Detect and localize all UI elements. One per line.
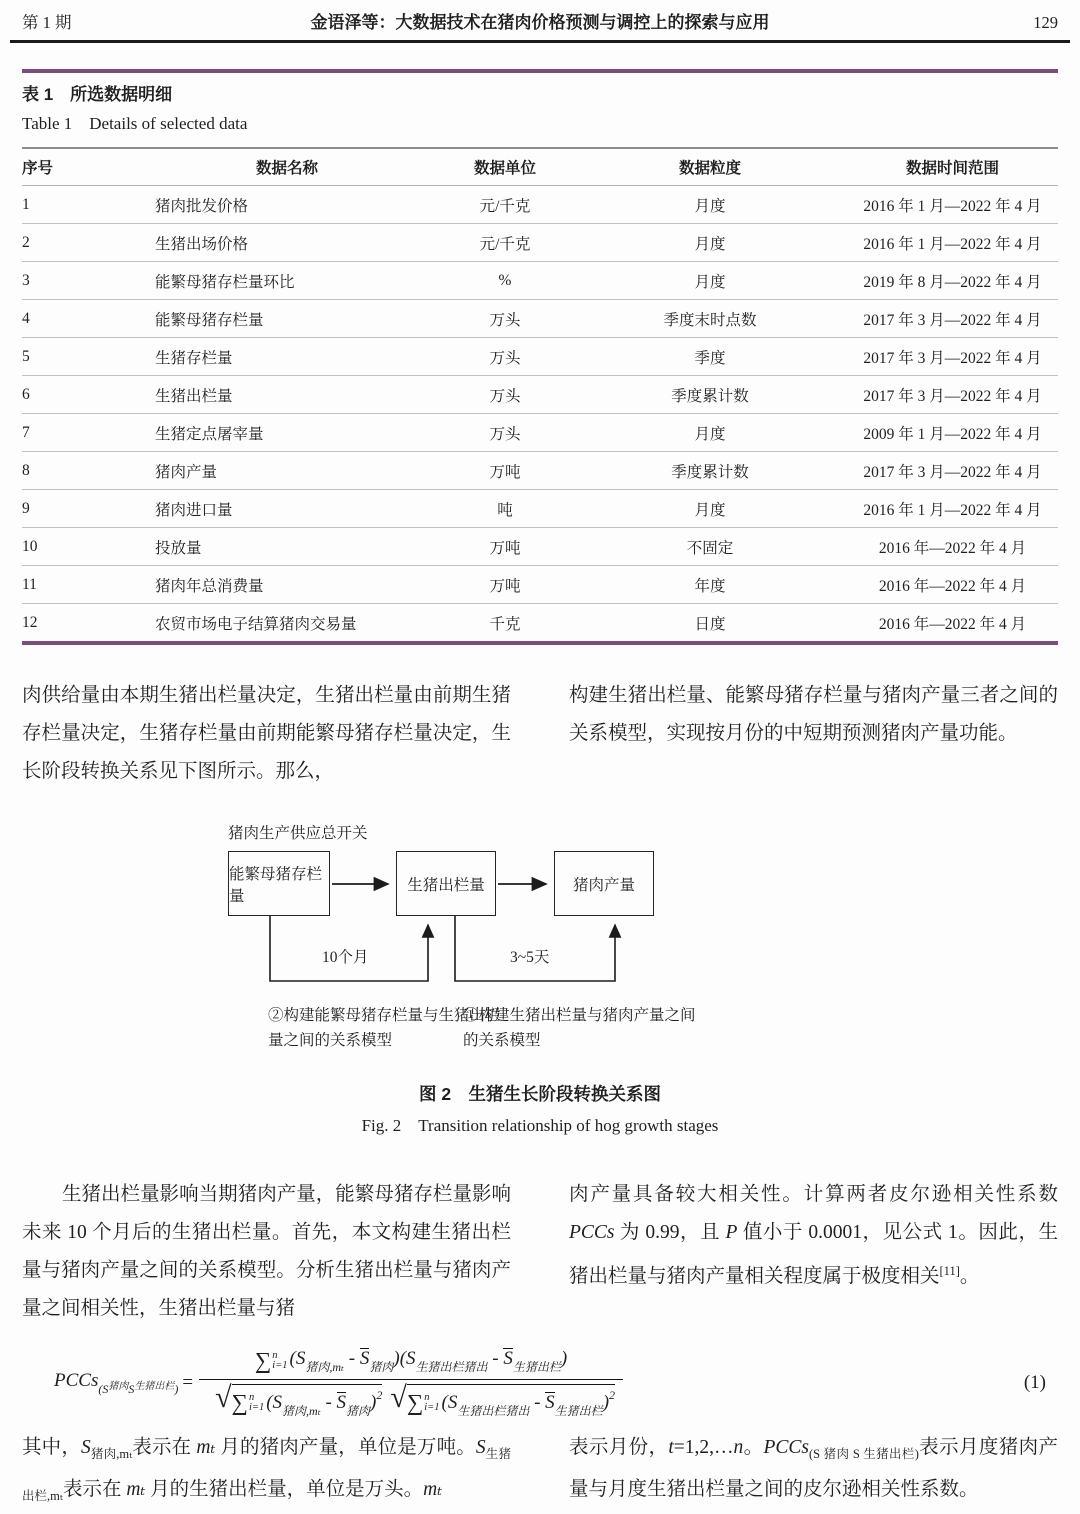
supply-switch-label: 猪肉生产供应总开关 [228,825,368,842]
cell-granularity: 季度累计数 [573,376,847,414]
table-row [22,300,1058,338]
equation-1 [22,1340,1058,1426]
table-accent-rule-bottom [22,641,1058,645]
cell-range: 2017 年 3 月—2022 年 4 月 [847,338,1058,376]
month-symbol: mₜ [126,1479,146,1500]
col-header-range: 数据时间范围 [847,148,1058,186]
cell-index: 8 [22,452,137,490]
cell-index: 11 [22,566,137,604]
running-head [22,8,1058,33]
paragraph-left-2: 生猪出栏量影响当期猪肉产量，能繁母猪存栏量影响未来 10 个月后的生猪出栏量。首先，本文构建生猪出栏量与猪肉产量之间的关系模型。分析生猪出栏量与猪肉产量之间相关性，生猪出栏量与猪 [22,1184,511,1319]
col-header-name: 数据名称 [137,148,437,186]
cell-unit: 万头 [437,414,573,452]
cell-index: 10 [22,528,137,566]
pccs-symbol: PCCs [569,1222,615,1243]
s-hog-symbol: S [475,1437,486,1458]
cell-unit: 万头 [437,300,573,338]
pccs-symbol: PCCs [763,1437,809,1458]
table-accent-rule-top [22,69,1058,73]
table-row [22,566,1058,604]
cell-granularity: 月度 [573,186,847,224]
col-header-unit: 数据单位 [437,148,573,186]
issue-label: 第 1 期 [22,13,72,32]
text-segment: 值小于 0.0001，见公式 1。因此，生猪出栏量与猪肉产量相关程度属于极度相关 [569,1222,1058,1287]
cell-range: 2017 年 3 月—2022 年 4 月 [847,452,1058,490]
duration-label-10-months: 10个月 [322,949,369,966]
fraction-numerator [247,1348,575,1379]
text-segment: 。 [959,1266,980,1287]
table-row [22,338,1058,376]
cell-unit: 元/千克 [437,224,573,262]
cell-range: 2016 年 1 月—2022 年 4 月 [847,186,1058,224]
node-sow-inventory: 能繁母猪存栏量 [228,851,330,916]
cell-granularity: 不固定 [573,528,847,566]
col-header-index: 序号 [22,148,137,186]
cell-name: 猪肉产量 [137,452,437,490]
sum-operator: ∑ n i=1 [254,1348,288,1373]
cell-granularity: 季度末时点数 [573,300,847,338]
numerator-terms: $(S_{猪肉,m_t} - S_{猪肉})(S_{生猪出栏猪出} - S_{生猪出栏})$ [289,1347,568,1374]
cell-index: 7 [22,414,137,452]
cell-granularity: 月度 [573,414,847,452]
paragraph-left: 肉供给量由本期生猪出栏量决定，生猪出栏量由前期生猪存栏量决定，生猪存栏量由前期能繁母猪存栏量决定，生长阶段转换关系见下图所示。那么， [22,685,511,782]
cell-unit: 万头 [437,338,573,376]
cell-index: 2 [22,224,137,262]
cell-unit: % [437,262,573,300]
cell-granularity: 日度 [694,615,726,633]
equals-sign: = [182,1372,194,1393]
month-symbol: mₜ [423,1479,442,1500]
table-caption-en: Table 1 Details of selected data [22,114,248,133]
table-row [22,414,1058,452]
table-row [22,490,1058,528]
cell-granularity: 年度 [573,566,847,604]
table-row [22,452,1058,490]
figure-2-diagram [22,821,1058,1066]
cell-name: 农贸市场电子结算猪肉交易量 [155,615,357,633]
body-text-2 [22,1176,1058,1328]
table-caption-cn: 表 1 所选数据明细 [22,85,173,104]
cell-range: 2016 年—2022 年 4 月 [847,566,1058,604]
paragraph-right-2 [569,1176,1058,1328]
cell-index: 12 [22,613,38,631]
cell-granularity: 月度 [573,224,847,262]
sqrt-term-pork: √ ∑ n i=1 $(S_{猪肉,m_t} - S_{猪肉})^2$ [215,1380,383,1418]
cell-index: 1 [22,186,137,224]
paragraph-right-3: 表示月份，t=1,2,…n。PCCs$_{(S 猪肉 S 生猪出栏)}$表示月度猪肉产量与月度生猪出栏量之间的皮尔逊相关性系数。 [569,1437,1058,1500]
cell-name: 生猪出场价格 [137,224,437,262]
text-segment: 肉产量具备较大相关性。计算两者皮尔逊相关性系数 [569,1184,1058,1205]
p-value-symbol: P [725,1222,738,1243]
equation-lhs: PCCs$_{(S}$猪肉$_S$生猪出栏$_)$ [54,1369,179,1396]
cell-name: 生猪定点屠宰量 [137,414,437,452]
table-row [22,262,1058,300]
cell-granularity: 月度 [573,490,847,528]
s-pork-symbol: S [81,1437,91,1458]
cell-range: 2019 年 8 月—2022 年 4 月 [847,262,1058,300]
figure-caption-cn: 图 2 生猪生长阶段转换关系图 [418,1084,662,1104]
cell-unit: 万吨 [437,566,573,604]
cell-range: 2016 年 1 月—2022 年 4 月 [847,490,1058,528]
cell-granularity: 季度累计数 [573,452,847,490]
sqrt-term-hog: √ ∑ n i=1 $(S_{生猪出栏猪出} - S_{生猪出栏})^2$ [390,1380,616,1418]
cell-unit: 吨 [437,490,573,528]
cell-index: 6 [22,376,137,414]
cell-index: 5 [22,338,137,376]
header-rule [10,40,1070,43]
table-header-row [22,148,1058,186]
figure-caption-en: Fig. 2 Transition relationship of hog growth stages [361,1116,719,1135]
table-row [22,604,1058,642]
cell-name: 猪肉批发价格 [137,186,437,224]
cell-name: 猪肉年总消费量 [137,566,437,604]
duration-label-3-5-days: 3~5天 [510,949,550,966]
cell-name: 投放量 [137,528,437,566]
table-row [22,376,1058,414]
cell-index: 9 [22,490,137,528]
model-note-2: ②构建能繁母猪存栏量与生猪出栏量之间的关系模型 [268,1007,501,1049]
cell-unit: 万吨 [437,528,573,566]
cell-index: 3 [22,262,137,300]
table-row [22,528,1058,566]
n-symbol: n [733,1437,744,1458]
text-segment: 为 0.99，且 [614,1222,726,1243]
cell-range: 2017 年 3 月—2022 年 4 月 [847,300,1058,338]
model-note-1: ①构建生猪出栏量与猪肉产量之间的关系模型 [463,1007,696,1049]
month-symbol: mₜ [196,1437,216,1458]
running-title: 金语泽等：大数据技术在猪肉价格预测与调控上的探索与应用 [310,13,770,32]
cell-range: 2016 年—2022 年 4 月 [847,528,1058,566]
col-header-granularity: 数据粒度 [573,148,847,186]
paragraph-right: 构建生猪出栏量、能繁母猪存栏量与猪肉产量三者之间的关系模型，实现按月份的中短期预测猪肉产量功能。 [569,685,1058,744]
cell-index: 4 [22,300,137,338]
table-row [22,224,1058,262]
cell-granularity: 季度 [573,338,847,376]
citation-11: [11] [939,1264,960,1278]
cell-name: 能繁母猪存栏量 [137,300,437,338]
cell-name: 生猪出栏量 [137,376,437,414]
node-hog-slaughter: 生猪出栏量 [396,851,496,916]
cell-unit: 元/千克 [437,186,573,224]
cell-unit: 千克 [489,615,521,633]
pccs-symbol: PCCs [54,1369,99,1391]
cell-name: 生猪存栏量 [137,338,437,376]
cell-range: 2016 年—2022 年 4 月 [878,615,1027,633]
cell-unit: 万吨 [437,452,573,490]
cell-name: 猪肉进口量 [137,490,437,528]
table-row [22,186,1058,224]
fraction-denominator [199,1379,623,1419]
equation-number: (1) [1023,1372,1046,1393]
body-text-1 [22,677,1058,791]
cell-granularity: 月度 [573,262,847,300]
page-number: 129 [1033,13,1058,32]
data-table [22,147,1058,641]
t-symbol: t [668,1437,674,1458]
cell-unit: 万头 [437,376,573,414]
body-text-3 [22,1430,1058,1514]
cell-range: 2009 年 1 月—2022 年 4 月 [847,414,1058,452]
node-pork-output: 猪肉产量 [554,851,654,916]
paragraph-left-3: 其中，$S_{猪肉,m_t}$表示在 mₜ 月的猪肉产量，单位是万吨。$S_{生猪出栏,m_t}$表示在 mₜ 月的生猪出栏量，单位是万头。mₜ [22,1437,511,1503]
cell-range: 2017 年 3 月—2022 年 4 月 [847,376,1058,414]
equation-fraction [199,1348,623,1419]
cell-range: 2016 年 1 月—2022 年 4 月 [847,224,1058,262]
cell-name: 能繁母猪存栏量环比 [137,262,437,300]
